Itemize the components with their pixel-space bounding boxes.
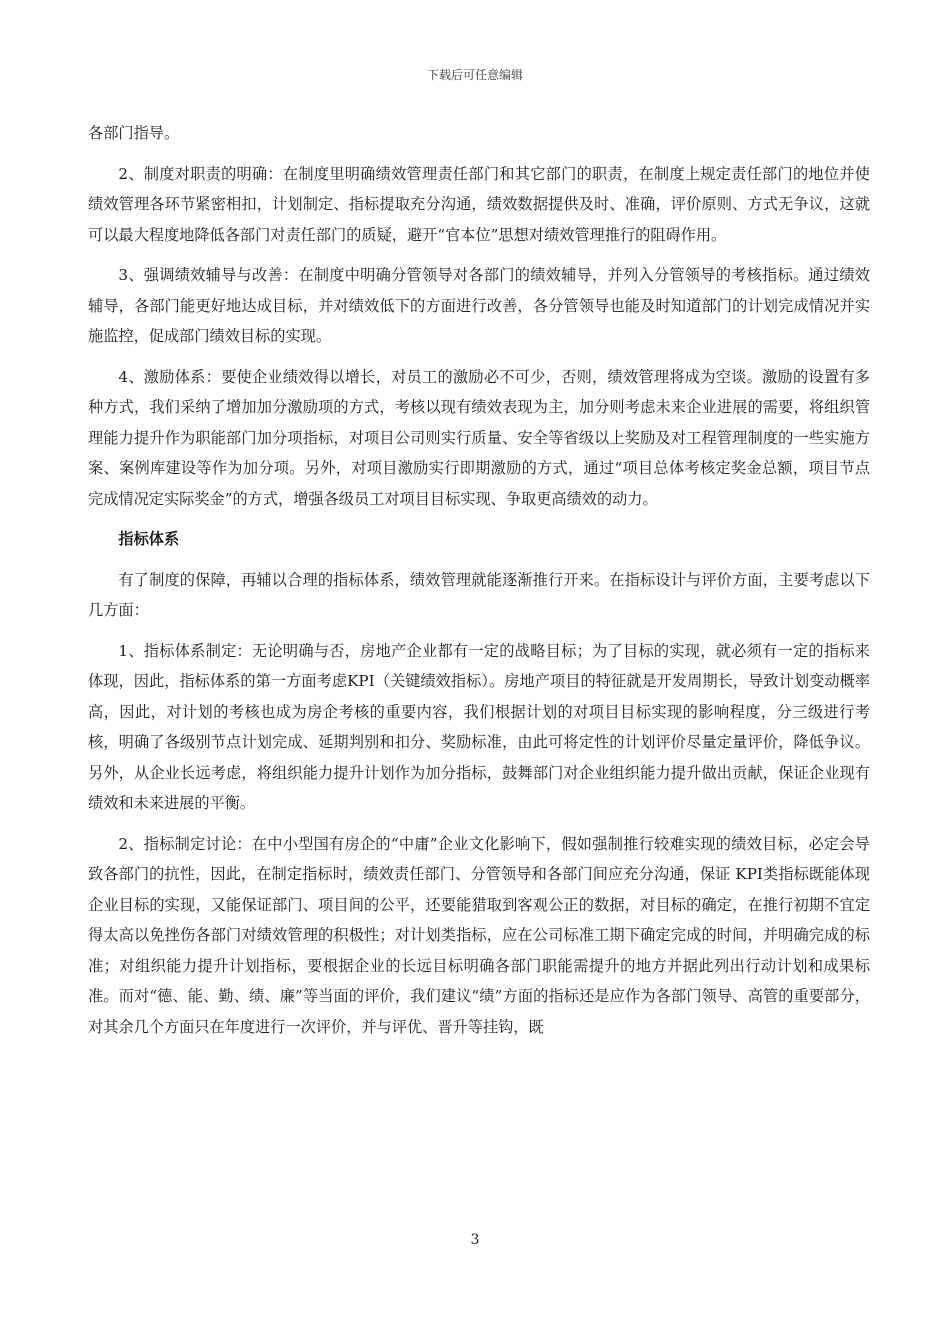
- paragraph-coaching: 3、强调绩效辅导与改善：在制度中明确分管领导对各部门的绩效辅导，并列入分管领导的考核指标。通过绩效辅导，各部门能更好地达成目标，并对绩效低下的方面进行改善，各分管领导也能及时知道部门的计划完成情况并实施监控，促成部门绩效目标的实现。: [88, 266, 870, 345]
- paragraph-intro: 有了制度的保障，再辅以合理的指标体系，绩效管理就能逐渐推行开来。在指标设计与评价方面，主要考虑以下几方面：: [88, 570, 870, 619]
- paragraph-incentive: 4、激励体系：要使企业绩效得以增长，对员工的激励必不可少，否则，绩效管理将成为空谈。激励的设置有多种方式，我们采纳了增加加分激励项的方式，考核以现有绩效表现为主，加分则考虑未来企业进展的需要，将组织管理能力提升作为职能部门加分项指标，对项目公司则实行质量、安全等省级以上奖励及对工程管理制度的一些实施方案、案例库建设等作为加分项。另外，对项目激励实行即期激励的方式，通过“项目总体考核定奖金总额，项目节点完成情况定实际奖金”的方式，增强各级员工对项目目标实现、争取更高绩效的动力。: [88, 367, 870, 508]
- paragraph-indicator-discussion: 2、指标制定讨论：在中小型国有房企的“中庸”企业文化影响下，假如强制推行较难实现的绩效目标，必定会导致各部门的抗性，因此，在制定指标时，绩效责任部门、分管领导和各部门间应充分沟通，保证 KPI类指标既能体现企业目标的实现，又能保证部门、项目间的公平，还要能猎取到客观公正的数据，对目标的确定，在推行初期不宜定得太高以免挫伤各部门对绩效管理的积极性；对计划类指标，应在公司标准工期下确定完成的时间，并明确完成的标准；对组织能力提升计划指标，要根据企业的长远目标明确各部门职能需提升的地方并据此列出行动计划和成果标准。而对“德、能、勤、绩、廉”等当面的评价，我们建议“绩”方面的指标还是应作为各部门领导、高管的重要部分，对其余几个方面只在年度进行一次评价，并与评优、晋升等挂钩，既: [88, 834, 870, 1036]
- paragraph-indicator-system: 1、指标体系制定：无论明确与否，房地产企业都有一定的战略目标；为了目标的实现，就必须有一定的指标来体现，因此，指标体系的第一方面考虑KPI（关键绩效指标）。房地产项目的特征就是开发周期长，导致计划变动概率高，因此，对计划的考核也成为房企考核的重要内容，我们根据计划的对项目目标实现的影响程度，分三级进行考核，明确了各级别节点计划完成、延期判别和扣分、奖励标准，由此可将定性的计划评价尽量定量评价，降低争议。另外，从企业长远考虑，将组织能力提升计划作为加分指标，鼓舞部门对企业组织能力提升做出贡献，保证企业现有绩效和未来进展的平衡。: [88, 641, 870, 812]
- paragraph-continuation: 各部门指导。: [88, 124, 180, 142]
- page-number: 3: [470, 1232, 480, 1248]
- section-heading: 指标体系: [118, 530, 180, 548]
- document-body: [88, 118, 870, 1042]
- paragraph-responsibility: 2、制度对职责的明确：在制度里明确绩效管理责任部门和其它部门的职责，在制度上规定责任部门的地位并使绩效管理各环节紧密相扣，计划制定、指标提取充分沟通，绩效数据提供及时、准确，评价原则、方式无争议，这就可以最大程度地降低各部门对责任部门的质疑，避开“官本位”思想对绩效管理推行的阻碍作用。: [88, 164, 870, 244]
- page-header: 下载后可任意编辑: [426, 68, 523, 82]
